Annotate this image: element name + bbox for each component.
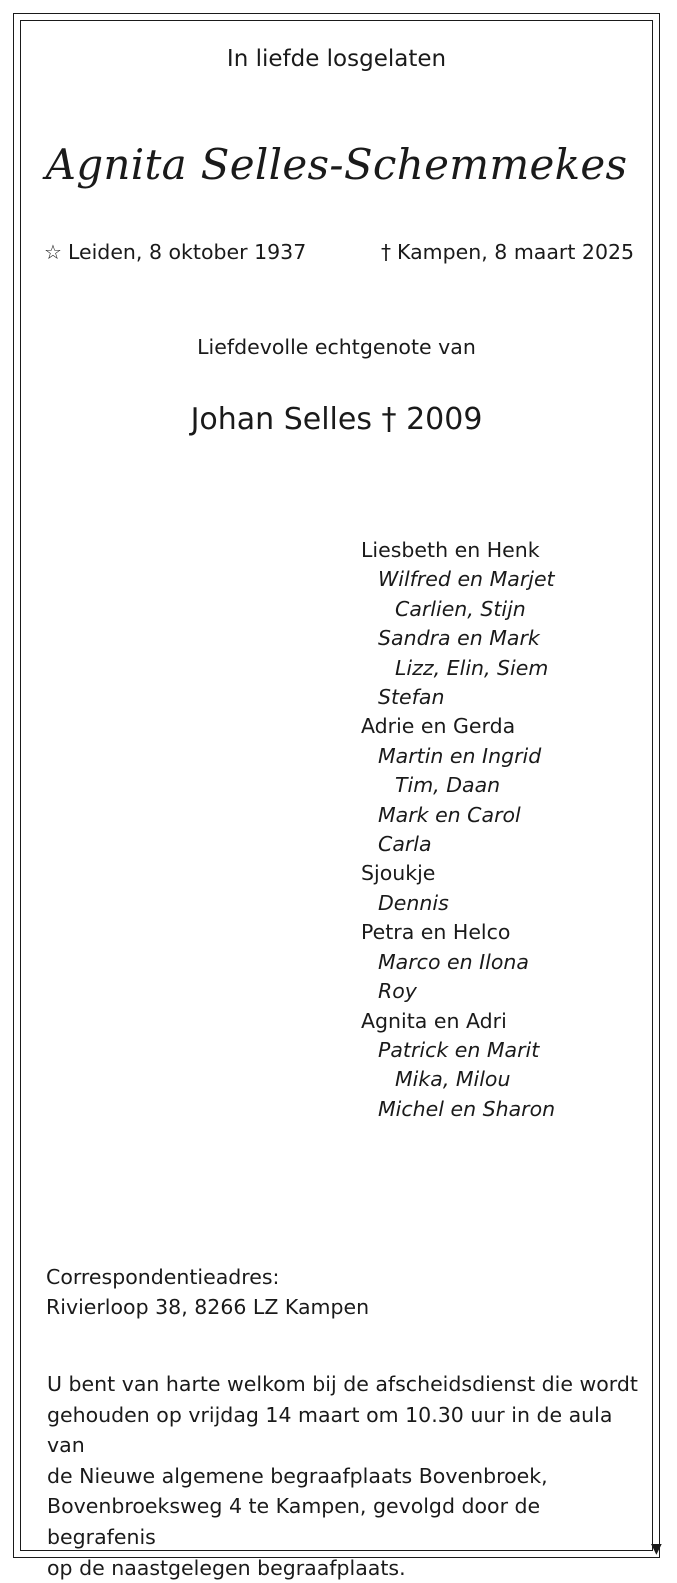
family-member: Martin en Ingrid <box>378 743 542 768</box>
notice-line: U bent van harte welkom bij de afscheidsdienst die wordt <box>47 1372 638 1396</box>
family-member: Patrick en Marit <box>378 1037 540 1062</box>
birth-info <box>44 240 306 264</box>
spouse-line <box>20 402 653 437</box>
star-icon: ☆ <box>44 240 62 264</box>
family-member: Agnita en Adri <box>361 1008 507 1033</box>
family-member: Marco en Ilona <box>378 949 529 974</box>
service-notice <box>47 1369 647 1583</box>
family-member: Dennis <box>378 890 449 915</box>
family-member: Mark en Carol <box>378 802 521 827</box>
correspondence-address: Rivierloop 38, 8266 LZ Kampen <box>46 1295 370 1319</box>
notice-line: gehouden op vrijdag 14 maart om 10.30 uur in de aula van <box>47 1402 613 1458</box>
birth-text: Leiden, 8 oktober 1937 <box>67 240 307 264</box>
family-member: Carlien, Stijn <box>395 596 526 621</box>
death-text: Kampen, 8 maart 2025 <box>397 240 635 264</box>
family-member: Mika, Milou <box>395 1067 511 1092</box>
notice-line: Bovenbroeksweg 4 te Kampen, gevolgd door de begrafenis <box>47 1494 541 1549</box>
family-member: Stefan <box>378 685 445 710</box>
spouse-year: 2009 <box>406 402 483 437</box>
cross-icon: † <box>381 240 391 264</box>
deceased-name: Agnita Selles-Schemmekes <box>45 140 628 189</box>
spouse-intro: Liefdevolle echtgenote van <box>197 335 476 359</box>
cross-icon: † <box>381 402 397 437</box>
family-member: Liesbeth en Henk <box>361 538 540 562</box>
family-list <box>361 536 555 1124</box>
family-member: Sjoukje <box>361 861 436 886</box>
family-member: Michel en Sharon <box>378 1096 556 1121</box>
family-member: Sandra en Mark <box>378 626 540 651</box>
family-member: Carla <box>378 832 432 857</box>
corner-arrow-icon: ▼ <box>651 1541 662 1557</box>
family-member: Adrie en Gerda <box>361 714 516 739</box>
family-member: Tim, Daan <box>395 773 501 798</box>
family-member: Wilfred en Marjet <box>378 567 555 592</box>
family-member: Petra en Helco <box>361 920 511 945</box>
notice-line: de Nieuwe algemene begraafplaats Bovenbroek, <box>47 1463 548 1488</box>
correspondence <box>46 1262 369 1322</box>
notice-line: op de naastgelegen begraafplaats. <box>47 1555 406 1580</box>
intro-text: In liefde losgelaten <box>226 46 447 72</box>
family-member: Roy <box>378 979 417 1004</box>
death-info <box>381 240 634 264</box>
correspondence-label: Correspondentieadres: <box>46 1265 280 1289</box>
family-member: Lizz, Elin, Siem <box>395 655 549 680</box>
spouse-name: Johan Selles <box>190 402 372 437</box>
